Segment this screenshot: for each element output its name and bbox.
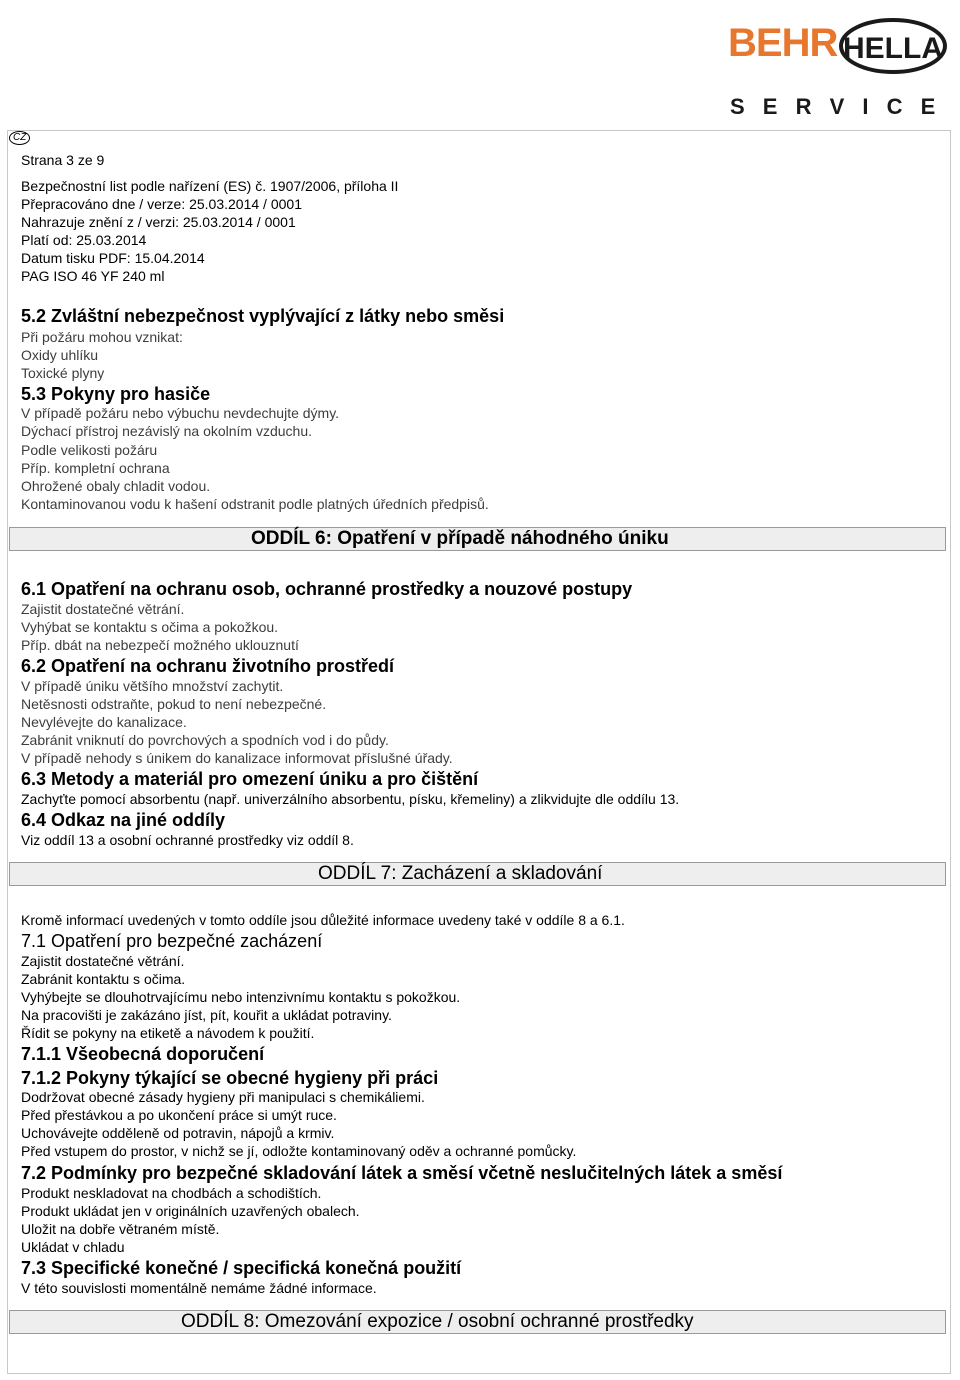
section-8-banner — [9, 1310, 946, 1334]
section-5-2-line: Při požáru mohou vznikat: — [21, 329, 183, 345]
section-5-3-line: Příp. kompletní ochrana — [21, 460, 170, 476]
section-5-3-line: Ohrožené obaly chladit vodou. — [21, 478, 211, 494]
section-5-3-line: Kontaminovanou vodu k hašení odstranit podle platných úředních předpisů. — [21, 496, 489, 512]
section-7-1-line: Řídit se pokyny na etiketě a návodem k použití. — [21, 1025, 315, 1041]
section-6-2-title: 6.2 Opatření na ochranu životního prostředí — [21, 656, 395, 676]
section-5-3-title: 5.3 Pokyny pro hasiče — [21, 384, 211, 404]
section-6-2-line: V případě úniku většího množství zachytit. — [21, 678, 284, 694]
section-6-1-title: 6.1 Opatření na ochranu osob, ochranné prostředky a nouzové postupy — [21, 579, 633, 599]
hella-logo-badge — [841, 20, 945, 72]
section-7-1-line: Vyhýbejte se dlouhotrvajícímu nebo intenzivnímu kontaktu s pokožkou. — [21, 989, 461, 1005]
replaces-line: Nahrazuje znění z / verzi: 25.03.2014 / 0001 — [21, 214, 296, 230]
page-number: Strana 3 ze 9 — [21, 152, 105, 168]
hella-logo-text: HELLA — [843, 32, 943, 65]
section-6-2-line: Zabránit vniknutí do povrchových a spodních vod i do půdy. — [21, 732, 389, 748]
section-7-1-title: 7.1 Opatření pro bezpečné zacházení — [21, 931, 323, 951]
section-7-1-2-line: Před přestávkou a po ukončení práce si umýt ruce. — [21, 1107, 337, 1123]
valid-from-line: Platí od: 25.03.2014 — [21, 232, 147, 248]
section-7-1-line: Zabránit kontaktu s očima. — [21, 971, 186, 987]
service-logo-text: S E R V I C E — [730, 94, 942, 118]
regulation-line: Bezpečnostní list podle nařízení (ES) č. 1907/2006, příloha II — [21, 178, 399, 194]
section-6-4-line: Viz oddíl 13 a osobní ochranné prostředky viz oddíl 8. — [21, 832, 354, 848]
section-7-2-title: 7.2 Podmínky pro bezpečné skladování látek a směsí včetně neslučitelných látek a směsí — [21, 1163, 783, 1183]
section-7-1-line: Zajistit dostatečné větrání. — [21, 953, 185, 969]
section-6-1-line: Zajistit dostatečné větrání. — [21, 601, 185, 617]
section-7-2-line: Ukládat v chladu — [21, 1239, 125, 1255]
country-tag: CZ — [9, 131, 30, 145]
section-5-2-title: 5.2 Zvláštní nebezpečnost vyplývající z látky nebo směsi — [21, 306, 505, 326]
section-7-1-line: Na pracovišti je zakázáno jíst, pít, kouřit a ukládat potraviny. — [21, 1007, 392, 1023]
section-7-1-2-line: Dodržovat obecné zásady hygieny při manipulaci s chemikáliemi. — [21, 1089, 425, 1105]
section-7-banner-title: ODDÍL 7: Zacházení a skladování — [318, 863, 603, 884]
section-7-intro: Kromě informací uvedených v tomto oddíle jsou důležité informace uvedeny také v oddíle 8 a 6.1. — [21, 912, 625, 928]
section-7-2-line: Produkt neskladovat na chodbách a schodištích. — [21, 1185, 322, 1201]
section-6-1-line: Vyhýbat se kontaktu s očima a pokožkou. — [21, 619, 279, 635]
section-6-2-line: Nevylévejte do kanalizace. — [21, 714, 187, 730]
section-7-3-title: 7.3 Specifické konečné / specifická konečná použití — [21, 1258, 462, 1278]
section-5-2-line: Oxidy uhlíku — [21, 347, 99, 363]
section-6-banner — [9, 527, 946, 551]
product-name: PAG ISO 46 YF 240 ml — [21, 268, 165, 284]
print-date-line: Datum tisku PDF: 15.04.2014 — [21, 250, 205, 266]
section-7-1-2-title: 7.1.2 Pokyny týkající se obecné hygieny při práci — [21, 1068, 439, 1088]
section-6-1-line: Příp. dbát na nebezpečí možného uklouznutí — [21, 637, 299, 653]
behr-hella-service-logo — [728, 18, 948, 118]
section-7-3-line: V této souvislosti momentálně nemáme žádné informace. — [21, 1280, 377, 1296]
section-5-3-line: V případě požáru nebo výbuchu nevdechujte dýmy. — [21, 405, 340, 421]
revision-line: Přepracováno dne / verze: 25.03.2014 / 0001 — [21, 196, 302, 212]
section-6-3-line: Zachyťte pomocí absorbentu (např. univerzálního absorbentu, písku, křemeliny) a zlikvidujte dle oddílu 13. — [21, 791, 680, 807]
section-8-banner-title: ODDÍL 8: Omezování expozice / osobní ochranné prostředky — [181, 1311, 694, 1332]
behr-logo-text: BEHR — [728, 21, 838, 65]
section-6-4-title: 6.4 Odkaz na jiné oddíly — [21, 810, 226, 830]
section-7-banner — [9, 862, 946, 886]
section-7-2-line: Uložit na dobře větraném místě. — [21, 1221, 220, 1237]
section-6-3-title: 6.3 Metody a materiál pro omezení úniku a pro čištění — [21, 769, 479, 789]
section-7-2-line: Produkt ukládat jen v originálních uzavřených obalech. — [21, 1203, 360, 1219]
section-5-3-line: Podle velikosti požáru — [21, 442, 158, 458]
section-6-2-line: Netěsnosti odstraňte, pokud to není nebezpečné. — [21, 696, 327, 712]
section-5-3-line: Dýchací přístroj nezávislý na okolním vzduchu. — [21, 423, 313, 439]
section-5-2-line: Toxické plyny — [21, 365, 105, 381]
section-7-1-2-line: Uchovávejte odděleně od potravin, nápojů a krmiv. — [21, 1125, 335, 1141]
section-7-1-2-line: Před vstupem do prostor, v nichž se jí, odložte kontaminovaný oděv a ochranné pomůcky. — [21, 1143, 577, 1159]
section-7-1-1-title: 7.1.1 Všeobecná doporučení — [21, 1044, 265, 1064]
section-6-2-line: V případě nehody s únikem do kanalizace informovat příslušné úřady. — [21, 750, 453, 766]
section-6-banner-title: ODDÍL 6: Opatření v případě náhodného úniku — [251, 528, 669, 549]
